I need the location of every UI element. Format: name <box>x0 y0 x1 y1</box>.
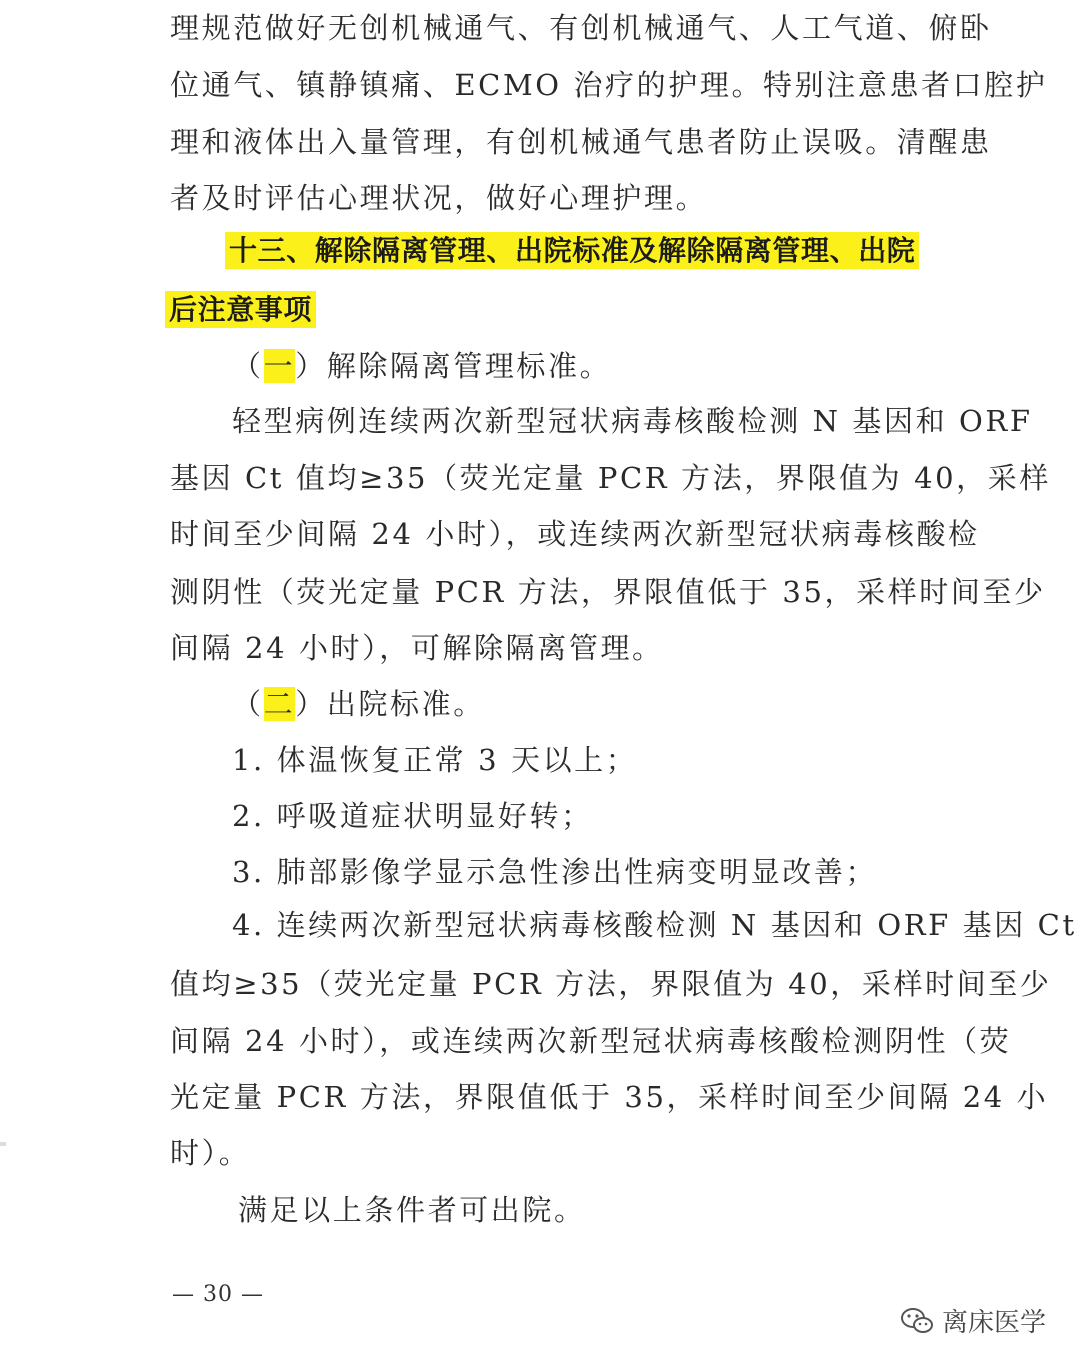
subsection-2-heading: （二）出院标准。 <box>232 687 485 721</box>
criteria-item: 1. 体温恢复正常 3 天以上； <box>232 743 638 777</box>
text-line: 时）。 <box>170 1136 251 1170</box>
text-line: 者及时评估心理状况，做好心理护理。 <box>170 181 708 215</box>
section-heading <box>225 233 919 269</box>
section-heading-line-1: 十三、解除隔离管理、出院标准及解除隔离管理、出院 <box>225 232 919 269</box>
subsection-number: 一 <box>263 349 296 383</box>
text-line: 时间至少间隔 24 小时），或连续两次新型冠状病毒核酸检 <box>170 517 980 551</box>
text-line: 位通气、镇静镇痛、ECMO 治疗的护理。特别注意患者口腔护 <box>170 68 1048 102</box>
text-line: 间隔 24 小时），或连续两次新型冠状病毒核酸检测阴性（荧 <box>170 1024 1012 1058</box>
watermark <box>900 1302 1046 1339</box>
section-heading-continued <box>165 292 316 328</box>
text-line: 理规范做好无创机械通气、有创机械通气、人工气道、俯卧 <box>170 11 992 45</box>
subsection-number: 二 <box>263 687 296 721</box>
criteria-item: 3. 肺部影像学显示急性渗出性病变明显改善； <box>232 855 878 889</box>
section-heading-line-2: 后注意事项 <box>165 291 316 328</box>
subsection-1-heading: （一）解除隔离管理标准。 <box>232 349 612 383</box>
subsection-title: 出院标准。 <box>326 687 485 721</box>
page-number: — 30 — <box>172 1282 264 1307</box>
text-line: 理和液体出入量管理，有创机械通气患者防止误吸。清醒患 <box>170 125 992 159</box>
criteria-item: 4. 连续两次新型冠状病毒核酸检测 N 基因和 ORF 基因 Ct <box>232 908 1077 942</box>
subsection-title: 解除隔离管理标准。 <box>326 349 612 383</box>
text-line: 测阴性（荧光定量 PCR 方法，界限值低于 35，采样时间至少 <box>170 575 1046 609</box>
text-line: 轻型病例连续两次新型冠状病毒核酸检测 N 基因和 ORF <box>232 404 1033 438</box>
text-line: 值均≥35（荧光定量 PCR 方法，界限值为 40，采样时间至少 <box>170 967 1052 1001</box>
criteria-item: 2. 呼吸道症状明显好转； <box>232 799 593 833</box>
wechat-icon <box>900 1306 934 1336</box>
scan-edge-mark <box>0 1142 6 1146</box>
conclusion-line: 满足以上条件者可出院。 <box>238 1193 586 1227</box>
watermark-text: 离床医学 <box>942 1308 1047 1338</box>
text-line: 光定量 PCR 方法，界限值低于 35，采样时间至少间隔 24 小 <box>170 1080 1049 1114</box>
text-line: 间隔 24 小时），可解除隔离管理。 <box>170 631 664 665</box>
text-line: 基因 Ct 值均≥35（荧光定量 PCR 方法，界限值为 40，采样 <box>170 461 1051 495</box>
